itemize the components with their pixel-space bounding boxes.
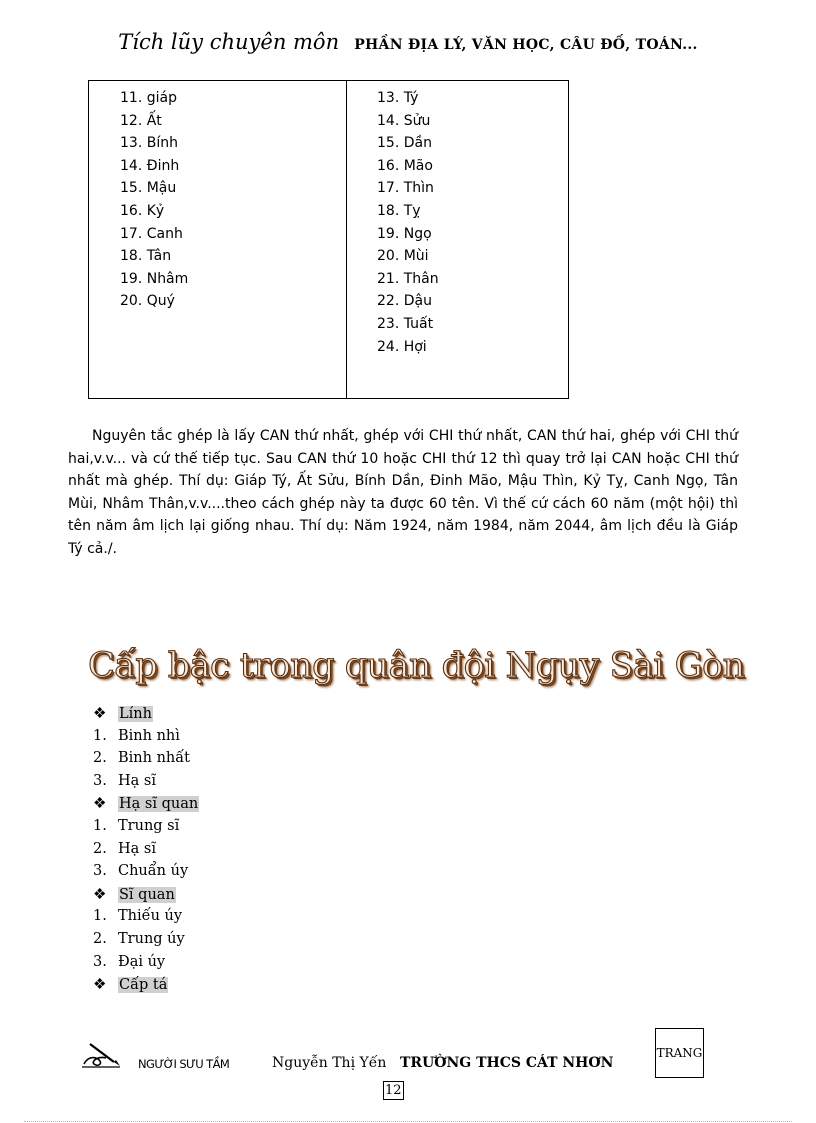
rank-group-heading: [93, 973, 199, 996]
list-number: 3.: [93, 863, 107, 880]
table-cell: 11. giáp: [120, 90, 177, 106]
table-cell: 17. Thìn: [377, 180, 434, 197]
list-item: [93, 747, 199, 770]
table-cell: 22. Dậu: [377, 293, 432, 310]
table-cell: 17. Canh: [120, 225, 183, 242]
rank-list: [93, 702, 199, 996]
author-name: Nguyễn Thị Yến: [272, 1055, 387, 1071]
list-item: [93, 951, 199, 974]
table-divider: [346, 81, 347, 398]
body-paragraph: Nguyên tắc ghép là lấy CAN thứ nhất, ghép với CHI thứ nhất, CAN thứ hai, ghép với CHI thứ hai,v.v... và cứ thế tiếp tục. Sau CAN thứ 10 hoặc CHI thứ 12 thì quay trở lại CAN hoặc CHI thứ nhất mà ghép. Thí dụ: Giáp Tý, Ất Sửu, Bính Dần, Đinh Mão, Mậu Thìn, Kỷ Tỵ, Canh Ngọ, Tân Mùi, Nhâm Thân,v.v....theo cách ghép này ta được 60 tên. Vì thế cứ cách 60 năm (một hội) thì tên năm âm lịch lại giống nhau. Thí dụ: Năm 1924, năm 1984, năm 2044, âm lịch đều là Giáp Tý cả./.: [68, 428, 738, 557]
pen-writing-icon: [80, 1042, 124, 1070]
rank-label: Chuẩn úy: [118, 863, 189, 880]
table-cell: 16. Kỷ: [120, 202, 165, 219]
list-number: 1.: [93, 727, 107, 744]
table-cell: 13. Tý: [377, 90, 419, 106]
list-number: 2.: [93, 840, 107, 857]
table-cell: 23. Tuất: [377, 315, 434, 332]
table-cell: 19. Ngọ: [377, 225, 432, 242]
list-item: [93, 860, 199, 883]
table-cell: 12. Ất: [120, 112, 162, 129]
can-column: [120, 87, 188, 313]
list-item: [93, 770, 199, 793]
chi-column: [377, 87, 439, 358]
rank-label: Hạ sĩ quan: [119, 796, 199, 813]
table-cell: 15. Mậu: [120, 180, 177, 197]
list-item: [93, 725, 199, 748]
table-cell: 21. Thân: [377, 270, 439, 287]
rank-label: Thiếu úy: [118, 908, 183, 925]
rank-label: Trung sĩ: [118, 817, 180, 834]
table-cell: 16. Mão: [377, 157, 433, 174]
rank-label: Hạ sĩ: [118, 772, 156, 789]
header-italic-title: Tích lũy chuyên môn: [118, 30, 340, 54]
diamond-bullet-icon: ❖: [93, 975, 107, 994]
rank-label: Binh nhì: [118, 727, 180, 744]
list-item: [93, 928, 199, 951]
table-cell: 15. Dần: [377, 135, 432, 152]
diamond-bullet-icon: ❖: [93, 704, 107, 722]
table-cell: 14. Đinh: [120, 157, 180, 174]
table-cell: 24. Hợi: [377, 338, 427, 355]
rank-label: Lính: [119, 706, 152, 722]
list-number: 2.: [93, 750, 107, 767]
table-cell: 14. Sửu: [377, 112, 431, 129]
rank-label: Trung úy: [118, 930, 185, 947]
table-cell: 18. Tỵ: [377, 202, 421, 219]
table-cell: 19. Nhâm: [120, 270, 189, 287]
list-item: [93, 905, 199, 928]
collector-label: NGƯỜI SƯU TẦM: [138, 1057, 230, 1071]
list-number: 3.: [93, 953, 107, 970]
table-cell: 18. Tân: [120, 248, 172, 265]
table-cell: 20. Mùi: [377, 248, 429, 265]
rank-label: Sĩ quan: [119, 886, 175, 903]
trang-box: TRANG: [655, 1028, 704, 1078]
rank-group-heading: [93, 883, 199, 906]
rank-label: Đại úy: [118, 953, 166, 970]
list-item: [93, 838, 199, 861]
list-item: [93, 815, 199, 838]
list-number: 2.: [93, 930, 107, 947]
page-number: 12: [385, 1083, 402, 1098]
section-title: Cấp bậc trong quân đội Ngụy Sài Gòn: [88, 646, 745, 686]
rank-group-heading: [93, 702, 199, 725]
page-header: [0, 30, 816, 54]
header-section-caps: PHẦN ĐỊA LÝ, VĂN HỌC, CÂU ĐỐ, TOÁN...: [354, 37, 698, 53]
diamond-bullet-icon: ❖: [93, 884, 107, 903]
diamond-bullet-icon: ❖: [93, 794, 107, 813]
table-cell: 20. Quý: [120, 293, 175, 310]
list-number: 3.: [93, 772, 107, 789]
table-cell: 13. Bính: [120, 135, 178, 152]
list-number: 1.: [93, 817, 107, 834]
rank-group-heading: [93, 792, 199, 815]
can-chi-table: [88, 80, 569, 399]
bottom-divider: [24, 1121, 792, 1122]
rank-label: Hạ sĩ: [118, 840, 156, 857]
list-number: 1.: [93, 908, 107, 925]
rank-label: Binh nhất: [118, 750, 190, 767]
school-name: TRƯỜNG THCS CÁT NHƠN: [400, 1055, 614, 1071]
rank-label: Cấp tá: [119, 977, 168, 994]
